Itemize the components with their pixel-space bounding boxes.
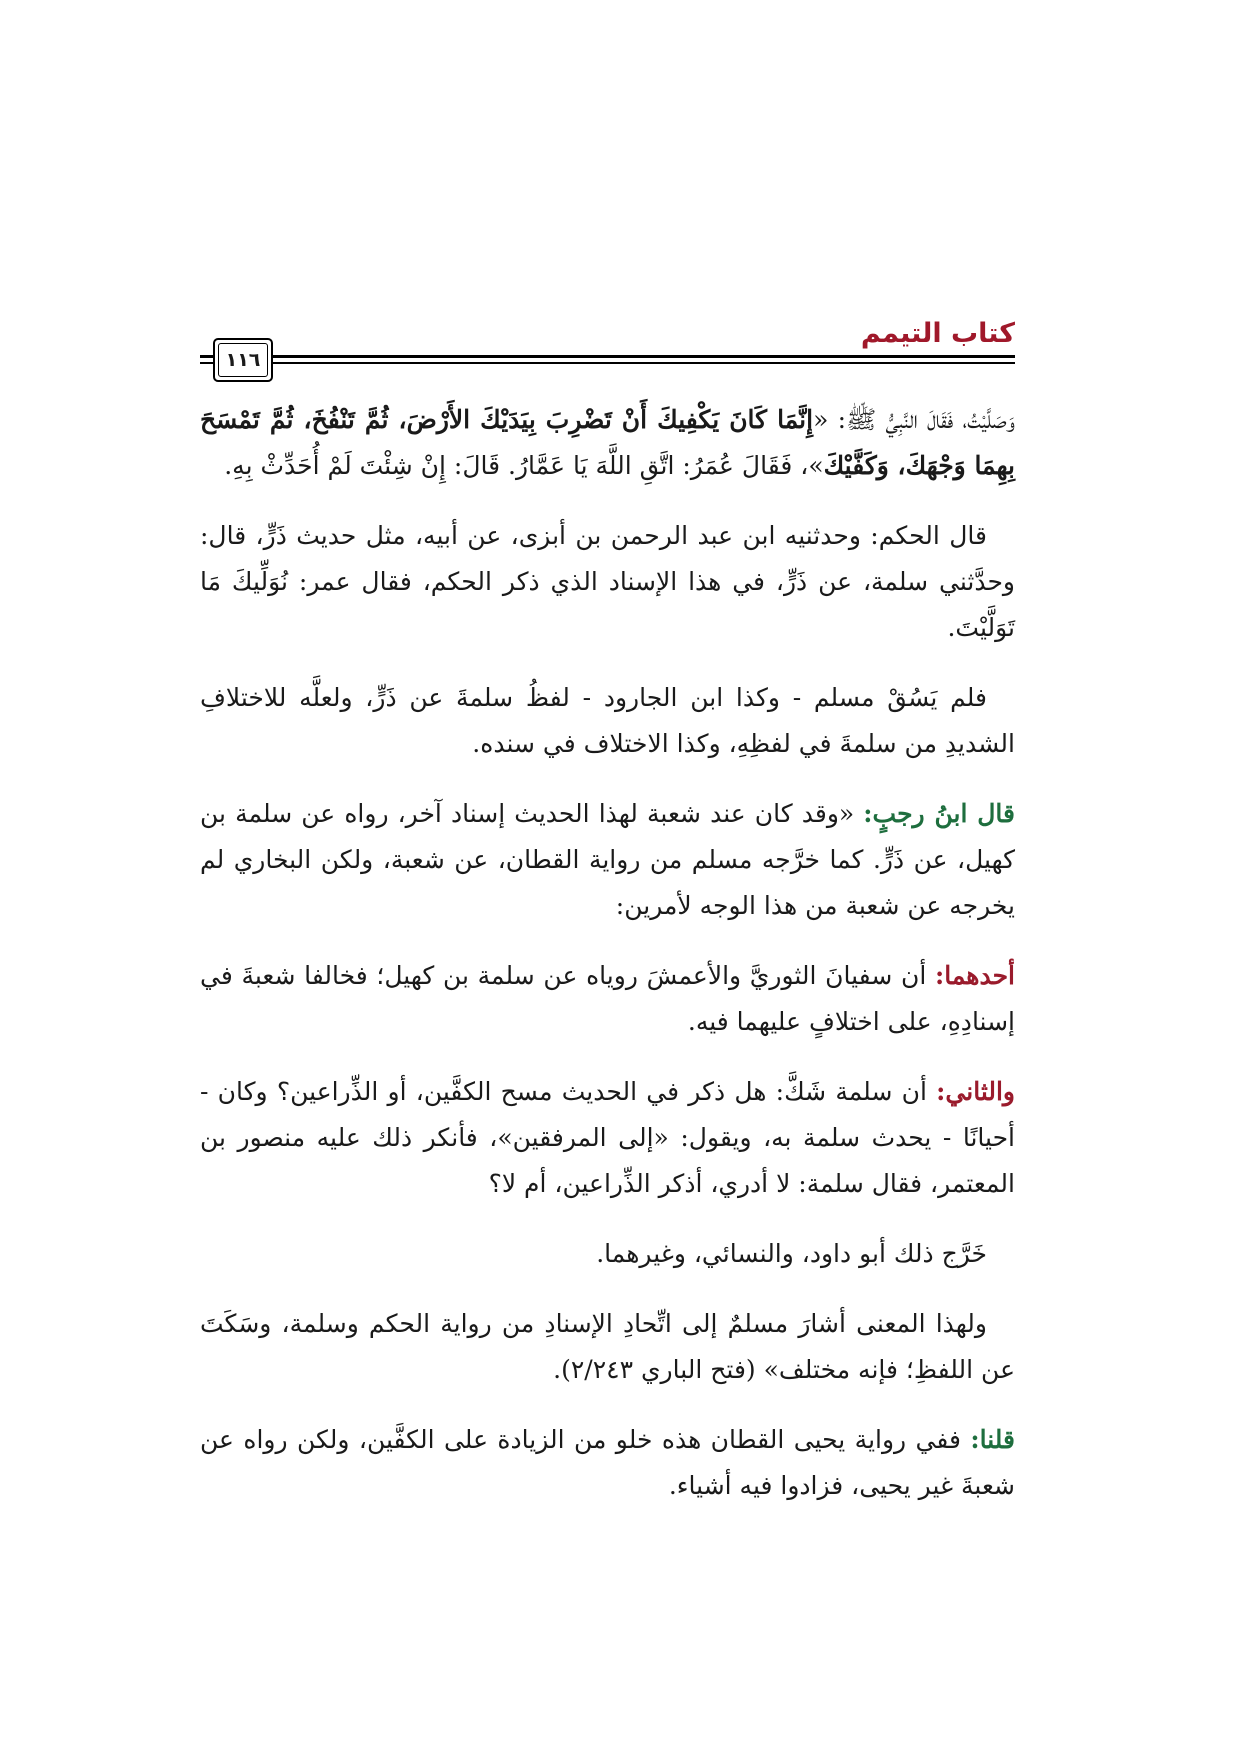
paragraph-takhrij: خَرَّج ذلك أبو داود، والنسائي، وغيرهما. <box>596 1239 987 1268</box>
text-ibn-rajab: «وقد كان عند شعبة لهذا الحديث إسناد آخر، رواه عن سلمة بن كهيل، عن ذَرٍّ. كما خرَّجه مسلم من رواية القطان، عن شعبة، ولكن البخاري لم يخرجه عن شعبة من هذا الوجه لأمرين: <box>200 799 1015 920</box>
text-first-reason: أن سفيانَ الثوريَّ والأعمشَ روياه عن سلمة بن كهيل؛ فخالفا شعبةَ في إسنادِهِ، على اختلافٍ عليهما فيه. <box>200 961 1015 1036</box>
text-second-reason: أن سلمة شَكَّ: هل ذكر في الحديث مسح الكفَّين، أو الذِّراعين؟ وكان - أحيانًا - يحدث سلمة به، ويقول: «إلى المرفقين»، فأنكر ذلك عليه منصور بن المعتمر، فقال سلمة: لا أدري، أذكر الذِّراعين، أم لا؟ <box>200 1077 1015 1198</box>
paragraph-second-reason <box>200 1069 1015 1207</box>
page-number-badge <box>213 338 273 382</box>
label-ibn-rajab: قال ابنُ رجبٍ: <box>863 799 1015 828</box>
hadith-paragraph <box>200 397 1015 489</box>
header-rule-thin <box>200 362 1015 364</box>
paragraph-qulna <box>200 1417 1015 1509</box>
paragraph-isnad-note: ولهذا المعنى أشارَ مسلمٌ إلى اتِّحادِ الإسنادِ من رواية الحكم وسلمة، وسَكَتَ عن اللفظِ؛ فإنه مختلف» (فتح الباري ٢/٢٤٣). <box>200 1309 1015 1384</box>
text-qulna: ففي رواية يحيى القطان هذه خلو من الزيادة على الكفَّين، ولكن رواه عن شعبةَ غير يحيى، فزادوا فيه أشياء. <box>200 1425 1015 1500</box>
paragraph-first-reason <box>200 953 1015 1045</box>
page-body <box>200 397 1015 1533</box>
page-number: ١١٦ <box>218 343 268 377</box>
paragraph-hakam: قال الحكم: وحدثنيه ابن عبد الرحمن بن أبزى، عن أبيه، مثل حديث ذَرٍّ، قال: وحدَّثني سلمة، عن ذَرٍّ، في هذا الإسناد الذي ذكر الحكم، فقال عمر: نُوَلِّيكَ مَا تَوَلَّيْتَ. <box>200 521 1015 642</box>
paragraph-muslim: فلم يَسُقْ مسلم - وكذا ابن الجارود - لفظُ سلمةَ عن ذَرٍّ، ولعلَّه للاختلافِ الشديدِ من سلمةَ في لفظِهِ، وكذا الاختلاف في سنده. <box>200 683 1015 758</box>
hadith-intro: وَصَلَّيْتُ، فَقَالَ النَّبِيُّ ﷺ: « <box>813 405 1015 434</box>
page-header <box>200 318 1015 390</box>
label-first-reason: أحدهما: <box>934 961 1015 990</box>
chapter-title: كتاب التيمم <box>860 318 1015 349</box>
hadith-quote: إِنَّمَا كَانَ يَكْفِيكَ أَنْ تَضْرِبَ بِيَدَيْكَ الأَرْضَ، ثُمَّ تَنْفُخَ، ثُمَّ تَمْسَحَ بِهِمَا وَجْهَكَ، وَكَفَّيْكَ <box>200 405 1015 480</box>
hadith-continuation: »، فَقَالَ عُمَرُ: اتَّقِ اللَّهَ يَا عَمَّارُ. قَالَ: إِنْ شِئْتَ لَمْ أُحَدِّثْ بِهِ. <box>224 451 824 480</box>
header-rule-thick <box>200 355 1015 358</box>
label-second-reason: والثاني: <box>936 1077 1015 1106</box>
paragraph-ibn-rajab <box>200 791 1015 929</box>
label-qulna: قلنا: <box>970 1425 1015 1454</box>
